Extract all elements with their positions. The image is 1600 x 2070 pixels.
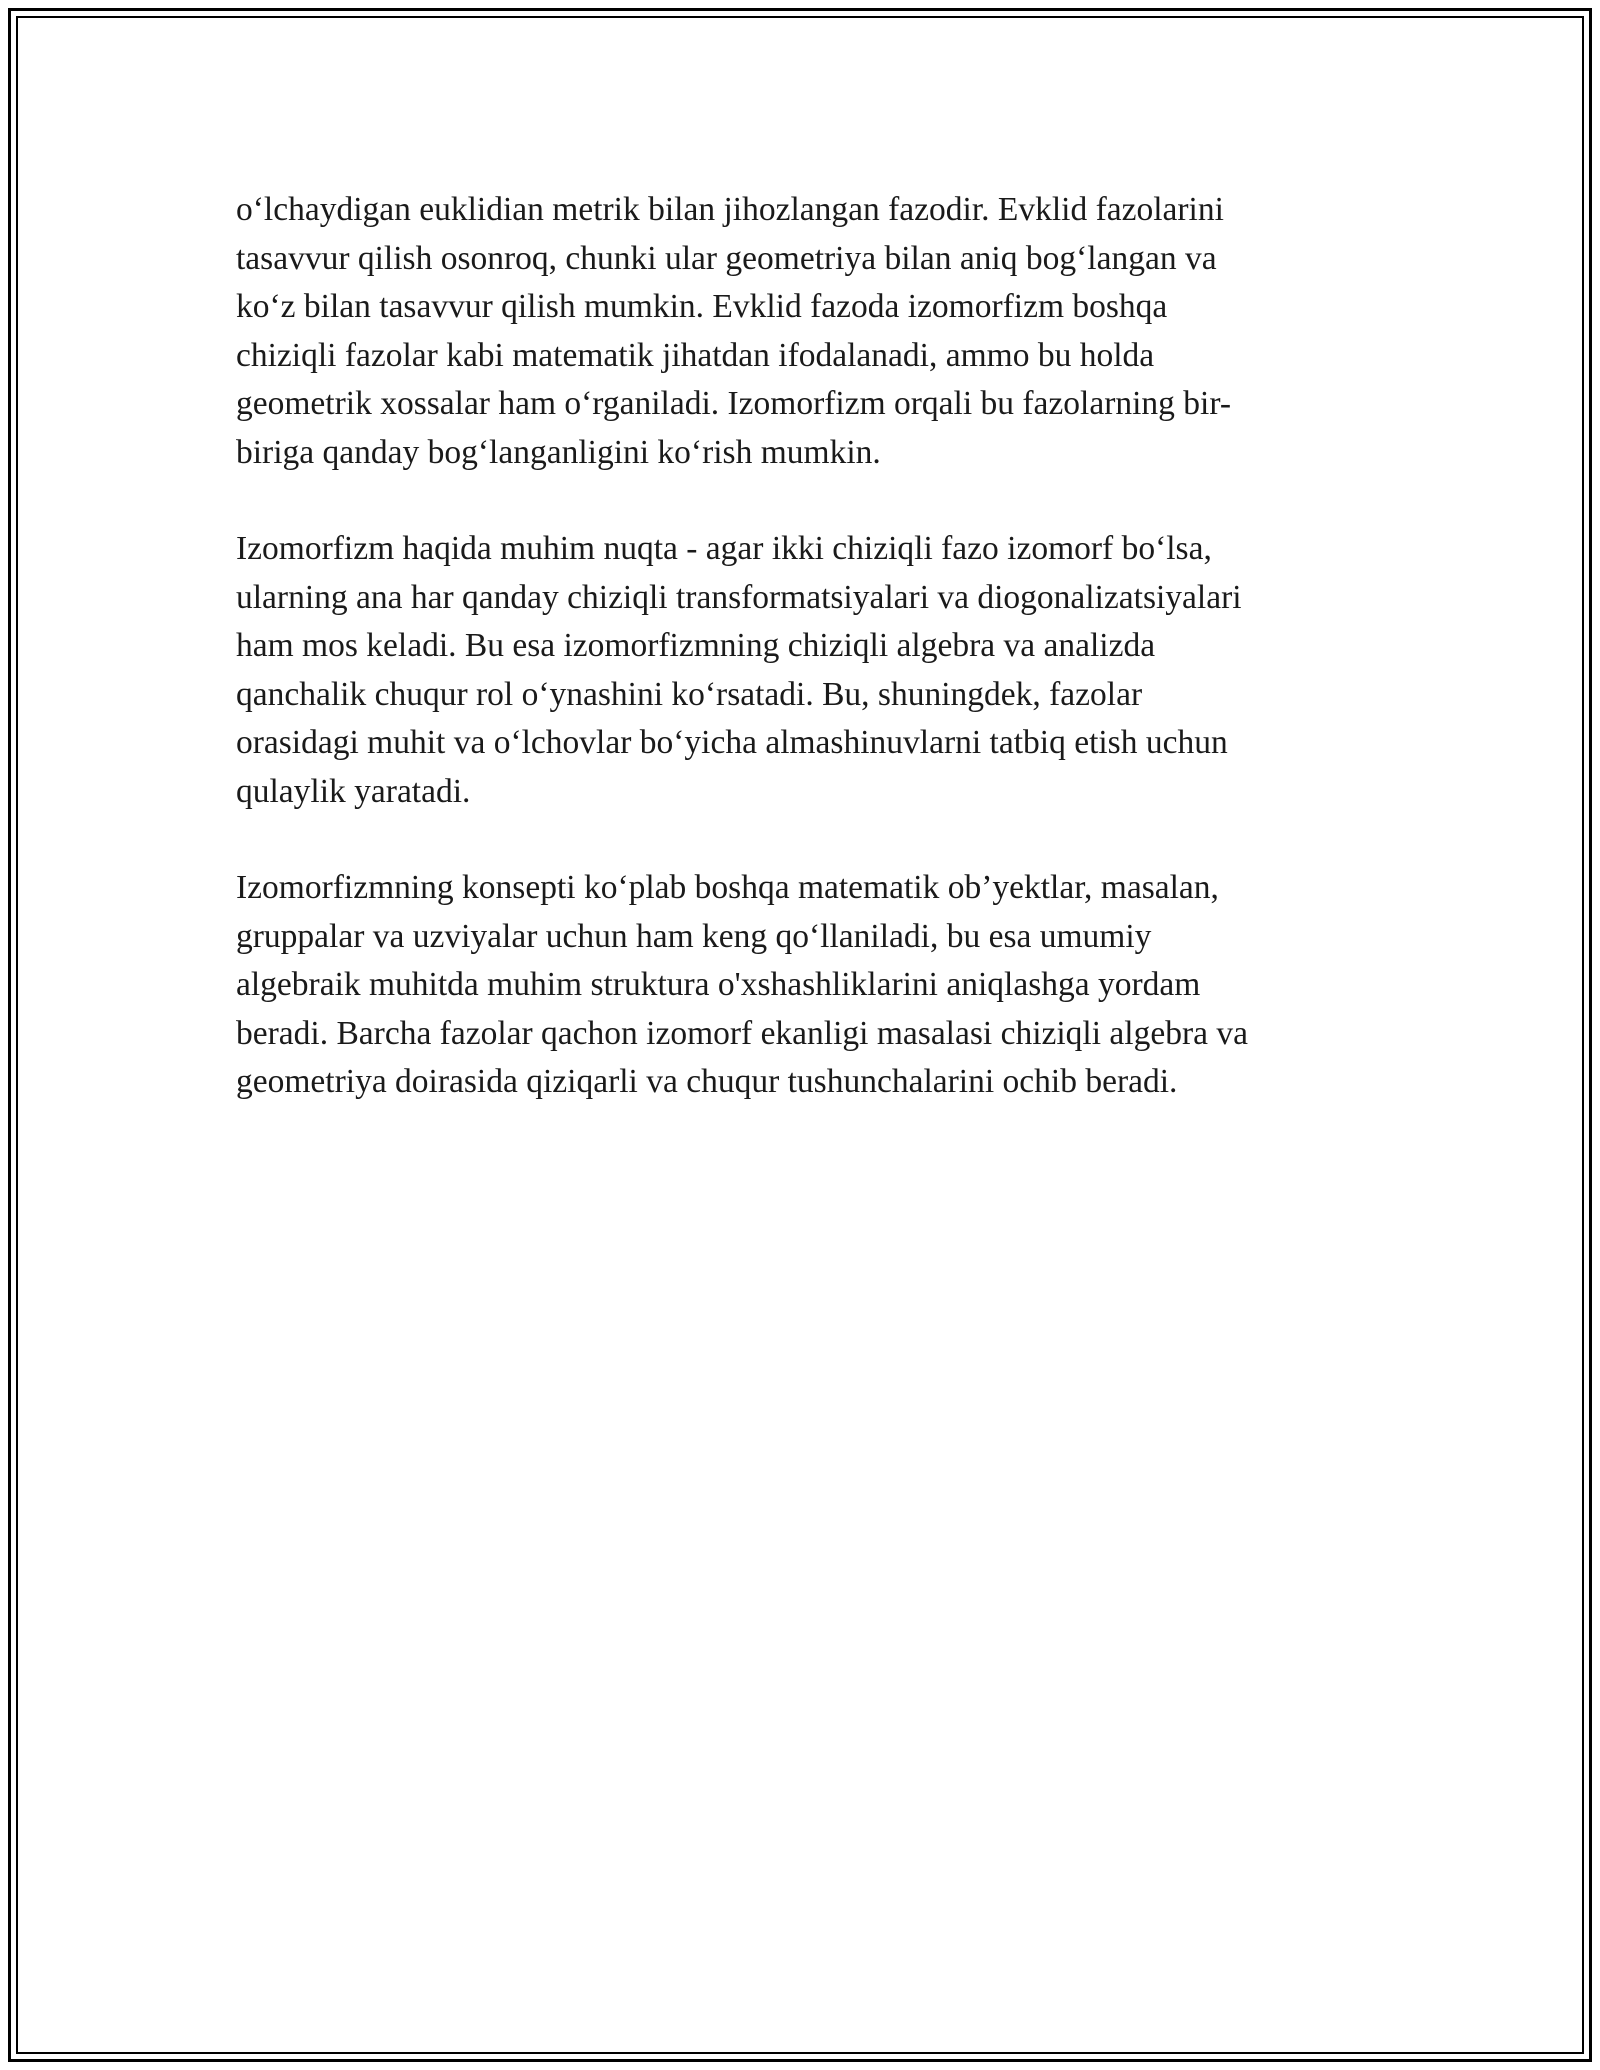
document-body xyxy=(236,186,1366,1155)
paragraph-2: Izomorfizm haqida muhim nuqta - agar ikki chiziqli fazo izomorf bo‘lsa, ularning ana har qanday chiziqli transformatsiyalari va diogonalizatsiyalari ham mos keladi. Bu esa izomorfizmning chiziqli algebra va analizda qanchalik chuqur rol o‘ynashini ko‘rsatadi. Bu, shuningdek, fazolar orasidagi muhit va o‘lchovlar bo‘yicha almashinuvlarni tatbiq etish uchun qulaylik yaratadi. xyxy=(236,530,1242,810)
paragraph-3: Izomorfizmning konsepti ko‘plab boshqa matematik ob’yektlar, masalan, gruppalar va uzviyalar uchun ham keng qo‘llaniladi, bu esa umumiy algebraik muhitda muhim struktura o'xshashliklarini aniqlashga yordam beradi. Barcha fazolar qachon izomorf ekanligi masalasi chiziqli algebra va geometriya doirasida qiziqarli va chuqur tushunchalarini ochib beradi. xyxy=(236,869,1248,1100)
paragraph-1: o‘lchaydigan euklidian metrik bilan jihozlangan fazodir. Evklid fazolarini tasavvur qilish osonroq, chunki ular geometriya bilan aniq bog‘langan va ko‘z bilan tasavvur qilish mumkin. Evklid fazoda izomorfizm boshqa chiziqli fazolar kabi matematik jihatdan ifodalanadi, ammo bu holda geometrik xossalar ham o‘rganiladi. Izomorfizm orqali bu fazolarning bir- biriga qanday bog‘langanligini ko‘rish mumkin. xyxy=(236,191,1232,471)
